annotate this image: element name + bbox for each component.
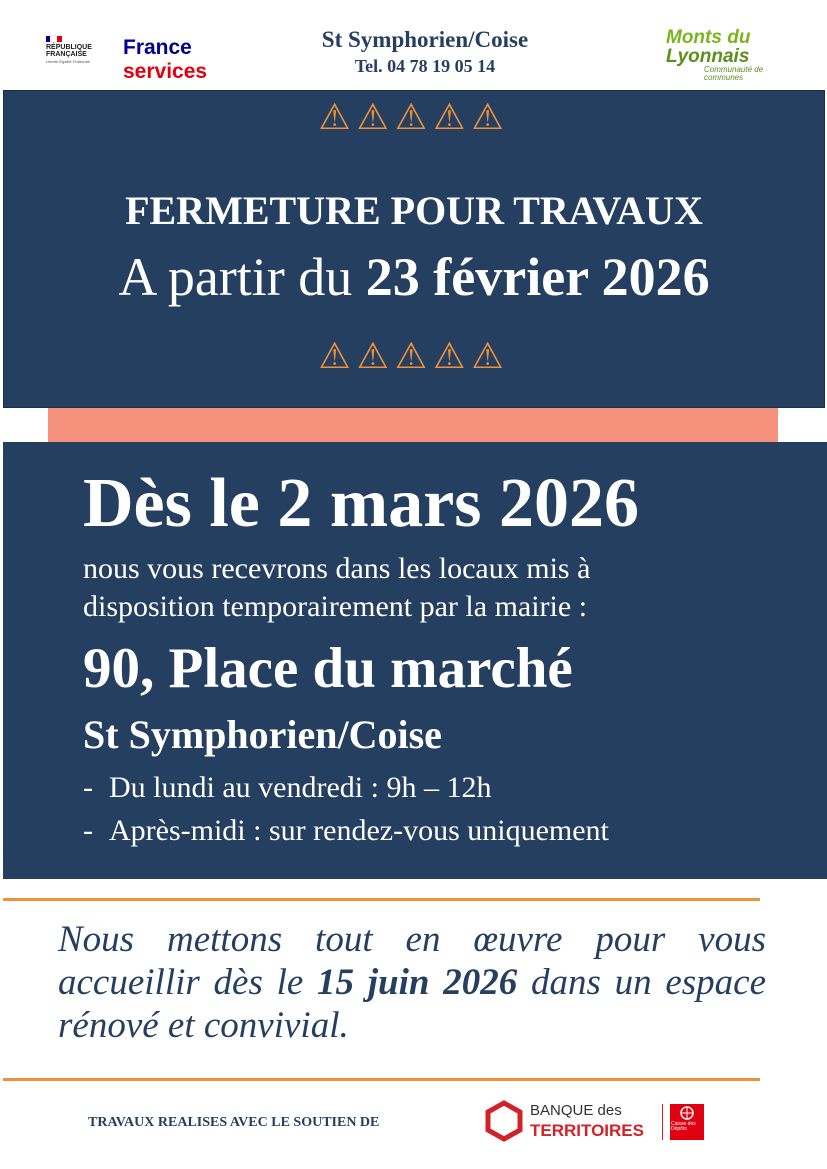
logo-separator <box>662 1104 663 1140</box>
temporary-text-line2: disposition temporairement par la mairie : <box>83 590 588 623</box>
monts-line3: Communauté de communes <box>704 65 764 82</box>
monts-line1: Monts du <box>666 27 751 48</box>
france-services-line1: France <box>123 36 192 59</box>
republique-line2: FRANÇAISE <box>46 51 87 58</box>
divider-band <box>48 408 778 442</box>
reopening-notice <box>58 918 766 1047</box>
temporary-location-banner <box>3 442 827 879</box>
closure-subtitle <box>4 246 824 308</box>
republique-line1: RÉPUBLIQUE <box>46 44 92 51</box>
cdc-emblem-icon <box>670 1104 704 1122</box>
caisse-des-depots-logo <box>670 1104 704 1140</box>
orange-rule-top <box>3 898 760 901</box>
bullet-dash: - <box>83 771 93 804</box>
temporary-address: 90, Place du marché <box>83 637 573 700</box>
republique-francaise-logo <box>46 36 106 64</box>
france-services-line2: services <box>123 60 208 83</box>
warning-icons-top: ⚠⚠⚠⚠⚠ <box>318 97 510 138</box>
header-town: St Symphorien/Coise <box>321 27 529 52</box>
flag-icon <box>46 36 62 42</box>
notice-text-after: dans un espace rénové et convivial. <box>58 962 766 1046</box>
monts-line2: Lyonnais <box>666 46 750 67</box>
notice-date: 15 juin 2026 <box>317 962 518 1003</box>
closure-subtitle-prefix: A partir du <box>118 247 366 307</box>
hours-item <box>83 770 491 806</box>
bullet-dash: - <box>83 814 93 847</box>
closure-banner <box>3 90 825 408</box>
hours-text: Après-midi : sur rendez-vous uniquement <box>109 814 609 847</box>
republique-motto: Liberté Égalité Fraternité <box>46 59 90 64</box>
header-phone: Tel. 04 78 19 05 14 <box>354 56 496 76</box>
banque-line2: TERRITOIRES <box>530 1121 644 1140</box>
header-contact <box>230 26 620 78</box>
closure-title: FERMETURE POUR TRAVAUX <box>125 188 703 233</box>
warning-icons-bottom: ⚠⚠⚠⚠⚠ <box>318 336 510 377</box>
temporary-town: St Symphorien/Coise <box>83 712 442 757</box>
cdc-text: Caisse des Dépôts <box>671 1121 696 1132</box>
france-services-logo <box>123 36 207 84</box>
reopen-date: Dès le 2 mars 2026 <box>83 465 640 542</box>
monts-du-lyonnais-logo <box>666 28 776 82</box>
notice-text-before: Nous mettons tout en œuvre pour vous accueillir dès le <box>58 919 766 1003</box>
closure-date: 23 février 2026 <box>365 247 710 307</box>
hours-item <box>83 813 609 849</box>
orange-rule-bottom <box>3 1078 760 1081</box>
temporary-text-line1: nous vous recevrons dans les locaux mis à <box>83 552 591 585</box>
banque-line1: BANQUE des <box>530 1102 622 1119</box>
hours-text: Du lundi au vendredi : 9h – 12h <box>109 771 492 804</box>
banque-hexagon-icon <box>484 1100 524 1142</box>
banque-des-territoires-logo <box>484 1100 644 1144</box>
support-text: TRAVAUX REALISES AVEC LE SOUTIEN DE <box>88 1115 380 1130</box>
